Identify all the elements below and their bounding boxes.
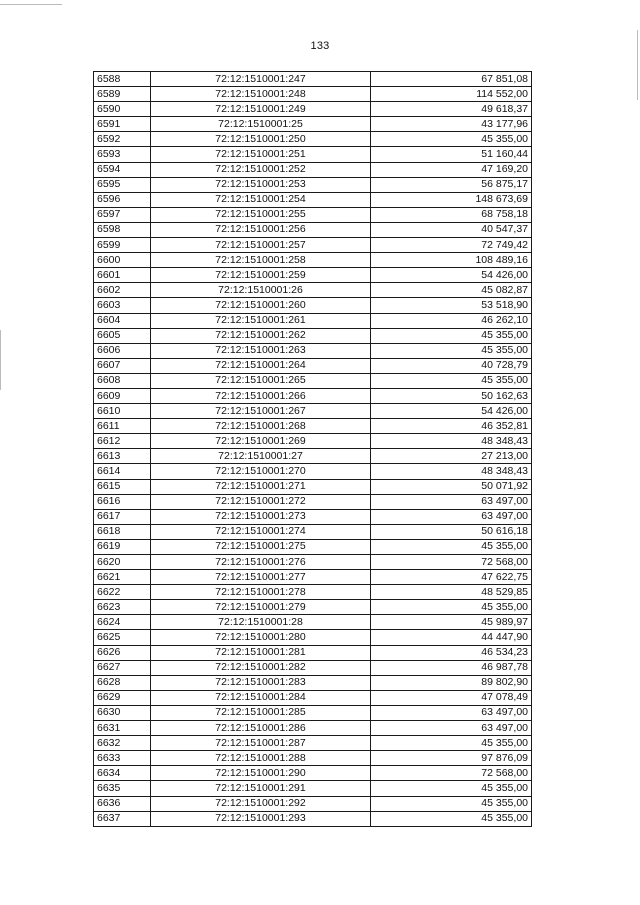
row-number-cell: 6617 — [94, 509, 151, 524]
row-number-cell: 6611 — [94, 419, 151, 434]
row-number-cell: 6626 — [94, 645, 151, 660]
value-cell: 45 989,97 — [371, 615, 532, 630]
table-row — [94, 72, 532, 87]
row-number-cell: 6612 — [94, 434, 151, 449]
cadastral-number-cell: 72:12:1510001:258 — [151, 253, 371, 268]
cadastral-number-cell: 72:12:1510001:259 — [151, 268, 371, 283]
table-row — [94, 570, 532, 585]
table-row — [94, 449, 532, 464]
value-cell: 54 426,00 — [371, 404, 532, 419]
row-number-cell: 6637 — [94, 811, 151, 826]
cadastral-number-cell: 72:12:1510001:265 — [151, 373, 371, 388]
value-cell: 47 078,49 — [371, 690, 532, 705]
table-row — [94, 630, 532, 645]
table-row — [94, 343, 532, 358]
cadastral-number-cell: 72:12:1510001:247 — [151, 72, 371, 87]
cadastral-number-cell: 72:12:1510001:266 — [151, 388, 371, 403]
cadastral-number-cell: 72:12:1510001:25 — [151, 117, 371, 132]
scan-edge-mark-left — [0, 330, 1, 390]
row-number-cell: 6614 — [94, 464, 151, 479]
row-number-cell: 6588 — [94, 72, 151, 87]
cadastral-number-cell: 72:12:1510001:293 — [151, 811, 371, 826]
value-cell: 45 355,00 — [371, 796, 532, 811]
cadastral-number-cell: 72:12:1510001:286 — [151, 721, 371, 736]
cadastral-number-cell: 72:12:1510001:250 — [151, 132, 371, 147]
cadastral-number-cell: 72:12:1510001:272 — [151, 494, 371, 509]
row-number-cell: 6624 — [94, 615, 151, 630]
cadastral-number-cell: 72:12:1510001:252 — [151, 162, 371, 177]
cadastral-number-cell: 72:12:1510001:281 — [151, 645, 371, 660]
value-cell: 40 728,79 — [371, 358, 532, 373]
row-number-cell: 6634 — [94, 766, 151, 781]
cadastral-number-cell: 72:12:1510001:288 — [151, 751, 371, 766]
row-number-cell: 6631 — [94, 721, 151, 736]
cadastral-number-cell: 72:12:1510001:291 — [151, 781, 371, 796]
table-row — [94, 479, 532, 494]
row-number-cell: 6635 — [94, 781, 151, 796]
value-cell: 108 489,16 — [371, 253, 532, 268]
value-cell: 48 348,43 — [371, 434, 532, 449]
row-number-cell: 6606 — [94, 343, 151, 358]
table-row — [94, 253, 532, 268]
value-cell: 45 355,00 — [371, 781, 532, 796]
table-row — [94, 117, 532, 132]
cadastral-number-cell: 72:12:1510001:271 — [151, 479, 371, 494]
cadastral-number-cell: 72:12:1510001:267 — [151, 404, 371, 419]
table-row — [94, 721, 532, 736]
value-cell: 40 547,37 — [371, 222, 532, 237]
value-cell: 48 529,85 — [371, 585, 532, 600]
value-cell: 45 355,00 — [371, 328, 532, 343]
cadastral-number-cell: 72:12:1510001:27 — [151, 449, 371, 464]
row-number-cell: 6628 — [94, 675, 151, 690]
cadastral-number-cell: 72:12:1510001:264 — [151, 358, 371, 373]
row-number-cell: 6632 — [94, 736, 151, 751]
row-number-cell: 6615 — [94, 479, 151, 494]
table-row — [94, 192, 532, 207]
value-cell: 46 262,10 — [371, 313, 532, 328]
table-row — [94, 751, 532, 766]
cadastral-number-cell: 72:12:1510001:284 — [151, 690, 371, 705]
table-body — [94, 72, 532, 827]
cadastral-number-cell: 72:12:1510001:261 — [151, 313, 371, 328]
value-cell: 97 876,09 — [371, 751, 532, 766]
cadastral-number-cell: 72:12:1510001:260 — [151, 298, 371, 313]
table-row — [94, 585, 532, 600]
row-number-cell: 6605 — [94, 328, 151, 343]
value-cell: 50 162,63 — [371, 388, 532, 403]
table-row — [94, 177, 532, 192]
table-row — [94, 404, 532, 419]
table-row — [94, 811, 532, 826]
row-number-cell: 6608 — [94, 373, 151, 388]
value-cell: 45 355,00 — [371, 132, 532, 147]
cadastral-number-cell: 72:12:1510001:257 — [151, 238, 371, 253]
row-number-cell: 6599 — [94, 238, 151, 253]
table-row — [94, 268, 532, 283]
value-cell: 68 758,18 — [371, 207, 532, 222]
table-row — [94, 524, 532, 539]
row-number-cell: 6636 — [94, 796, 151, 811]
row-number-cell: 6613 — [94, 449, 151, 464]
cadastral-number-cell: 72:12:1510001:274 — [151, 524, 371, 539]
table-row — [94, 298, 532, 313]
table-row — [94, 464, 532, 479]
value-cell: 56 875,17 — [371, 177, 532, 192]
table-row — [94, 358, 532, 373]
table-row — [94, 388, 532, 403]
value-cell: 51 160,44 — [371, 147, 532, 162]
cadastral-number-cell: 72:12:1510001:276 — [151, 555, 371, 570]
value-cell: 72 568,00 — [371, 555, 532, 570]
row-number-cell: 6589 — [94, 87, 151, 102]
value-cell: 45 355,00 — [371, 373, 532, 388]
value-cell: 45 082,87 — [371, 283, 532, 298]
cadastral-number-cell: 72:12:1510001:278 — [151, 585, 371, 600]
row-number-cell: 6633 — [94, 751, 151, 766]
value-cell: 72 568,00 — [371, 766, 532, 781]
table-row — [94, 373, 532, 388]
value-cell: 45 355,00 — [371, 811, 532, 826]
value-cell: 148 673,69 — [371, 192, 532, 207]
cadastral-number-cell: 72:12:1510001:282 — [151, 660, 371, 675]
value-cell: 53 518,90 — [371, 298, 532, 313]
table-row — [94, 766, 532, 781]
cadastral-number-cell: 72:12:1510001:270 — [151, 464, 371, 479]
cadastral-number-cell: 72:12:1510001:253 — [151, 177, 371, 192]
table-row — [94, 555, 532, 570]
value-cell: 46 534,23 — [371, 645, 532, 660]
scan-edge-mark-top-left — [0, 4, 62, 5]
value-cell: 63 497,00 — [371, 721, 532, 736]
value-cell: 45 355,00 — [371, 343, 532, 358]
value-cell: 49 618,37 — [371, 102, 532, 117]
value-cell: 63 497,00 — [371, 705, 532, 720]
cadastral-number-cell: 72:12:1510001:287 — [151, 736, 371, 751]
value-cell: 114 552,00 — [371, 87, 532, 102]
row-number-cell: 6630 — [94, 705, 151, 720]
row-number-cell: 6629 — [94, 690, 151, 705]
page-number: 133 — [310, 40, 330, 52]
value-cell: 47 169,20 — [371, 162, 532, 177]
table-row — [94, 645, 532, 660]
row-number-cell: 6621 — [94, 570, 151, 585]
cadastral-number-cell: 72:12:1510001:285 — [151, 705, 371, 720]
table-row — [94, 313, 532, 328]
cadastral-number-cell: 72:12:1510001:275 — [151, 539, 371, 554]
table-row — [94, 796, 532, 811]
cadastral-number-cell: 72:12:1510001:262 — [151, 328, 371, 343]
table-row — [94, 222, 532, 237]
cadastral-number-cell: 72:12:1510001:292 — [151, 796, 371, 811]
row-number-cell: 6616 — [94, 494, 151, 509]
row-number-cell: 6591 — [94, 117, 151, 132]
table-row — [94, 207, 532, 222]
cadastral-number-cell: 72:12:1510001:256 — [151, 222, 371, 237]
row-number-cell: 6625 — [94, 630, 151, 645]
table-row — [94, 690, 532, 705]
row-number-cell: 6610 — [94, 404, 151, 419]
cadastral-value-table — [93, 71, 532, 827]
table-row — [94, 600, 532, 615]
cadastral-number-cell: 72:12:1510001:280 — [151, 630, 371, 645]
cadastral-number-cell: 72:12:1510001:249 — [151, 102, 371, 117]
row-number-cell: 6603 — [94, 298, 151, 313]
row-number-cell: 6590 — [94, 102, 151, 117]
cadastral-number-cell: 72:12:1510001:283 — [151, 675, 371, 690]
value-cell: 89 802,90 — [371, 675, 532, 690]
row-number-cell: 6601 — [94, 268, 151, 283]
cadastral-number-cell: 72:12:1510001:26 — [151, 283, 371, 298]
row-number-cell: 6598 — [94, 222, 151, 237]
value-cell: 45 355,00 — [371, 736, 532, 751]
value-cell: 44 447,90 — [371, 630, 532, 645]
table-row — [94, 539, 532, 554]
row-number-cell: 6604 — [94, 313, 151, 328]
value-cell: 27 213,00 — [371, 449, 532, 464]
cadastral-number-cell: 72:12:1510001:248 — [151, 87, 371, 102]
value-cell: 50 071,92 — [371, 479, 532, 494]
value-cell: 72 749,42 — [371, 238, 532, 253]
row-number-cell: 6595 — [94, 177, 151, 192]
value-cell: 54 426,00 — [371, 268, 532, 283]
value-cell: 43 177,96 — [371, 117, 532, 132]
row-number-cell: 6627 — [94, 660, 151, 675]
row-number-cell: 6622 — [94, 585, 151, 600]
value-cell: 48 348,43 — [371, 464, 532, 479]
table-row — [94, 434, 532, 449]
cadastral-number-cell: 72:12:1510001:290 — [151, 766, 371, 781]
table-row — [94, 781, 532, 796]
row-number-cell: 6609 — [94, 388, 151, 403]
value-cell: 46 987,78 — [371, 660, 532, 675]
table-row — [94, 736, 532, 751]
row-number-cell: 6618 — [94, 524, 151, 539]
cadastral-number-cell: 72:12:1510001:268 — [151, 419, 371, 434]
table-row — [94, 162, 532, 177]
cadastral-number-cell: 72:12:1510001:28 — [151, 615, 371, 630]
row-number-cell: 6594 — [94, 162, 151, 177]
value-cell: 67 851,08 — [371, 72, 532, 87]
row-number-cell: 6607 — [94, 358, 151, 373]
table-row — [94, 87, 532, 102]
table-row — [94, 705, 532, 720]
table-row — [94, 615, 532, 630]
row-number-cell: 6600 — [94, 253, 151, 268]
value-cell: 50 616,18 — [371, 524, 532, 539]
row-number-cell: 6593 — [94, 147, 151, 162]
table-row — [94, 283, 532, 298]
table-row — [94, 494, 532, 509]
table-row — [94, 132, 532, 147]
cadastral-number-cell: 72:12:1510001:269 — [151, 434, 371, 449]
row-number-cell: 6597 — [94, 207, 151, 222]
table-row — [94, 147, 532, 162]
value-cell: 63 497,00 — [371, 494, 532, 509]
cadastral-number-cell: 72:12:1510001:263 — [151, 343, 371, 358]
table-row — [94, 660, 532, 675]
row-number-cell: 6619 — [94, 539, 151, 554]
row-number-cell: 6592 — [94, 132, 151, 147]
row-number-cell: 6596 — [94, 192, 151, 207]
table-row — [94, 419, 532, 434]
table-row — [94, 328, 532, 343]
cadastral-number-cell: 72:12:1510001:279 — [151, 600, 371, 615]
cadastral-number-cell: 72:12:1510001:277 — [151, 570, 371, 585]
value-cell: 47 622,75 — [371, 570, 532, 585]
table-row — [94, 675, 532, 690]
value-cell: 63 497,00 — [371, 509, 532, 524]
cadastral-number-cell: 72:12:1510001:255 — [151, 207, 371, 222]
value-cell: 45 355,00 — [371, 539, 532, 554]
value-cell: 45 355,00 — [371, 600, 532, 615]
row-number-cell: 6602 — [94, 283, 151, 298]
row-number-cell: 6623 — [94, 600, 151, 615]
table-row — [94, 102, 532, 117]
value-cell: 46 352,81 — [371, 419, 532, 434]
cadastral-number-cell: 72:12:1510001:254 — [151, 192, 371, 207]
table-row — [94, 509, 532, 524]
table-row — [94, 238, 532, 253]
cadastral-number-cell: 72:12:1510001:273 — [151, 509, 371, 524]
cadastral-number-cell: 72:12:1510001:251 — [151, 147, 371, 162]
row-number-cell: 6620 — [94, 555, 151, 570]
